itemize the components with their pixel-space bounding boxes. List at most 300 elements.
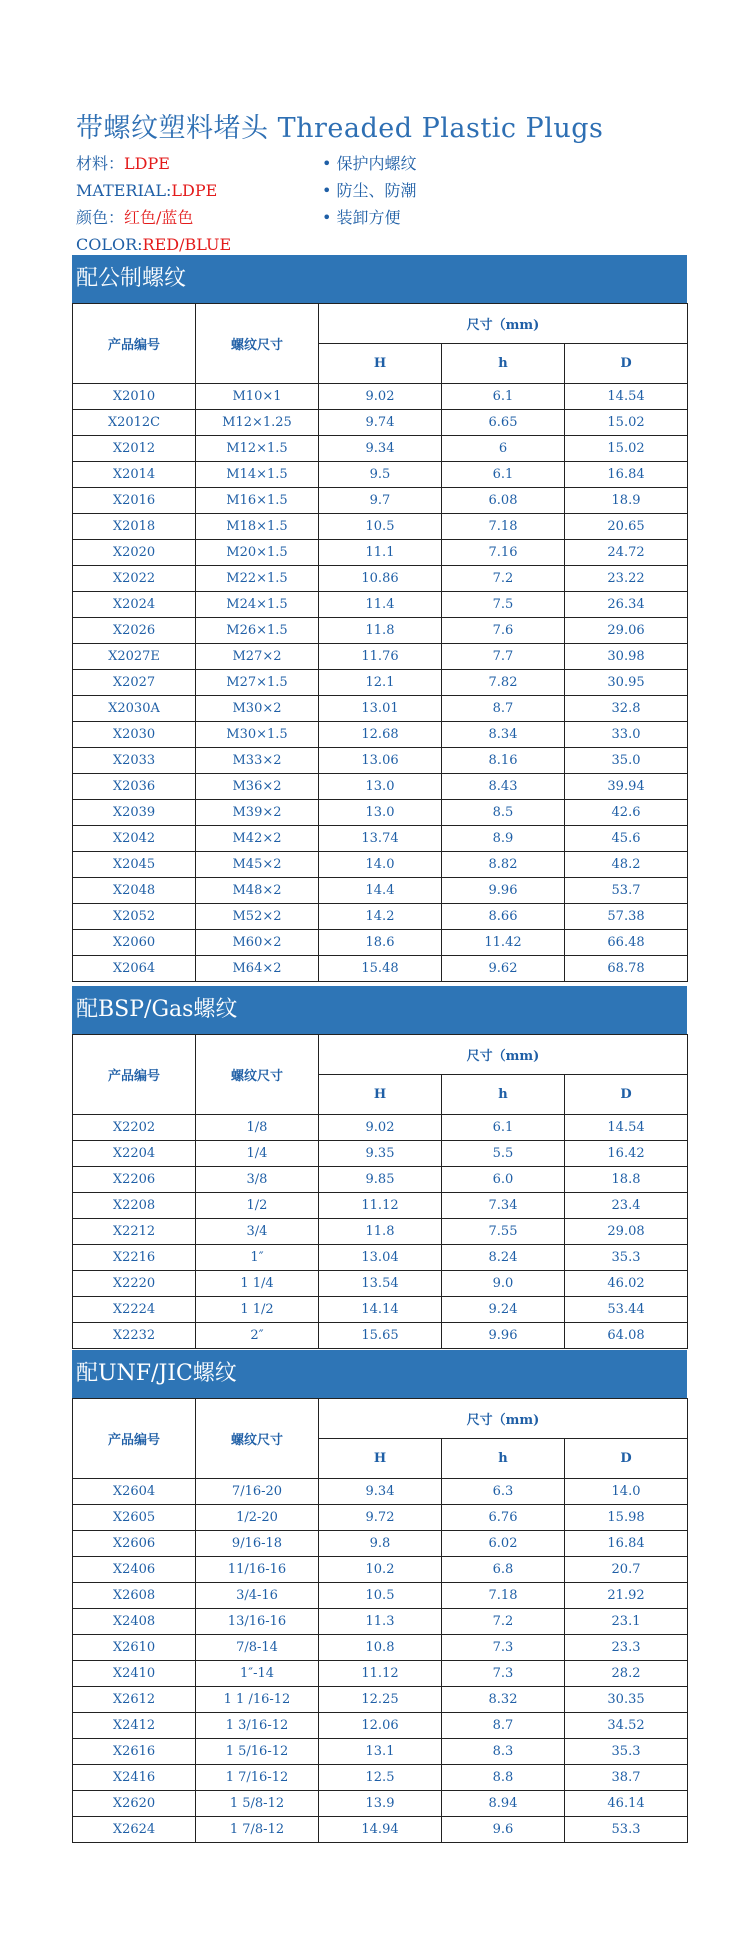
cell-D: 57.38 xyxy=(565,904,688,930)
cell-code: X2027 xyxy=(73,670,196,696)
cell-D: 15.02 xyxy=(565,410,688,436)
cell-h: 6.02 xyxy=(442,1531,565,1557)
cell-code: X2060 xyxy=(73,930,196,956)
table-row xyxy=(73,722,688,748)
cell-D: 15.98 xyxy=(565,1505,688,1531)
cell-h: 8.9 xyxy=(442,826,565,852)
cell-thread: 1 3/16-12 xyxy=(196,1713,319,1739)
section-metric xyxy=(72,255,687,982)
cell-code: X2608 xyxy=(73,1583,196,1609)
cell-thread: 1 7/8-12 xyxy=(196,1817,319,1843)
cell-code: X2624 xyxy=(73,1817,196,1843)
cell-H: 9.02 xyxy=(319,384,442,410)
cell-D: 53.44 xyxy=(565,1297,688,1323)
table-row xyxy=(73,852,688,878)
cell-h: 7.16 xyxy=(442,540,565,566)
cell-D: 48.2 xyxy=(565,852,688,878)
cell-D: 15.02 xyxy=(565,436,688,462)
cell-H: 14.0 xyxy=(319,852,442,878)
cell-H: 9.35 xyxy=(319,1141,442,1167)
cell-H: 13.1 xyxy=(319,1739,442,1765)
section-title: 配公制螺纹 xyxy=(72,255,687,303)
cell-h: 9.0 xyxy=(442,1271,565,1297)
table-row xyxy=(73,540,688,566)
info-value: LDPE xyxy=(124,154,170,173)
table-row xyxy=(73,1557,688,1583)
cell-h: 8.32 xyxy=(442,1687,565,1713)
cell-thread: M45×2 xyxy=(196,852,319,878)
cell-D: 29.06 xyxy=(565,618,688,644)
header-h: h xyxy=(442,1075,565,1115)
table-row xyxy=(73,462,688,488)
cell-H: 14.94 xyxy=(319,1817,442,1843)
cell-thread: 9/16-18 xyxy=(196,1531,319,1557)
cell-code: X2202 xyxy=(73,1115,196,1141)
cell-D: 39.94 xyxy=(565,774,688,800)
table-row xyxy=(73,488,688,514)
cell-thread: M26×1.5 xyxy=(196,618,319,644)
cell-h: 9.24 xyxy=(442,1297,565,1323)
cell-h: 6 xyxy=(442,436,565,462)
cell-D: 66.48 xyxy=(565,930,688,956)
cell-H: 13.0 xyxy=(319,774,442,800)
table-row xyxy=(73,1167,688,1193)
header-d: D xyxy=(565,344,688,384)
cell-D: 35.3 xyxy=(565,1739,688,1765)
table-row xyxy=(73,1505,688,1531)
cell-D: 14.54 xyxy=(565,1115,688,1141)
cell-thread: 1″ xyxy=(196,1245,319,1271)
table-row xyxy=(73,1609,688,1635)
cell-H: 10.2 xyxy=(319,1557,442,1583)
cell-H: 9.7 xyxy=(319,488,442,514)
info-color-en xyxy=(76,231,231,258)
header-size: 尺寸（mm) xyxy=(319,1035,688,1075)
cell-code: X2206 xyxy=(73,1167,196,1193)
cell-H: 11.76 xyxy=(319,644,442,670)
cell-thread: 3/4 xyxy=(196,1219,319,1245)
cell-thread: M64×2 xyxy=(196,956,319,982)
cell-H: 13.0 xyxy=(319,800,442,826)
cell-h: 8.94 xyxy=(442,1791,565,1817)
cell-D: 16.84 xyxy=(565,462,688,488)
cell-D: 23.4 xyxy=(565,1193,688,1219)
cell-thread: 1 5/8-12 xyxy=(196,1791,319,1817)
cell-H: 11.12 xyxy=(319,1193,442,1219)
cell-thread: M48×2 xyxy=(196,878,319,904)
header-thread: 螺纹尺寸 xyxy=(196,1035,319,1115)
cell-thread: 13/16-16 xyxy=(196,1609,319,1635)
cell-h: 6.1 xyxy=(442,462,565,488)
cell-D: 68.78 xyxy=(565,956,688,982)
cell-code: X2022 xyxy=(73,566,196,592)
info-value: LDPE xyxy=(171,181,218,200)
cell-thread: 3/4-16 xyxy=(196,1583,319,1609)
cell-code: X2014 xyxy=(73,462,196,488)
cell-D: 46.02 xyxy=(565,1271,688,1297)
cell-D: 23.1 xyxy=(565,1609,688,1635)
cell-code: X2412 xyxy=(73,1713,196,1739)
table-row xyxy=(73,1531,688,1557)
cell-H: 9.74 xyxy=(319,410,442,436)
cell-h: 6.1 xyxy=(442,1115,565,1141)
cell-H: 9.02 xyxy=(319,1115,442,1141)
cell-h: 8.7 xyxy=(442,1713,565,1739)
cell-thread: M36×2 xyxy=(196,774,319,800)
cell-h: 8.16 xyxy=(442,748,565,774)
cell-code: X2064 xyxy=(73,956,196,982)
table-row xyxy=(73,1115,688,1141)
cell-thread: M20×1.5 xyxy=(196,540,319,566)
cell-code: X2052 xyxy=(73,904,196,930)
cell-code: X2612 xyxy=(73,1687,196,1713)
section-unf xyxy=(72,1350,687,1843)
cell-D: 46.14 xyxy=(565,1791,688,1817)
cell-code: X2610 xyxy=(73,1635,196,1661)
table-row xyxy=(73,1219,688,1245)
cell-h: 6.0 xyxy=(442,1167,565,1193)
cell-H: 9.8 xyxy=(319,1531,442,1557)
cell-D: 30.35 xyxy=(565,1687,688,1713)
cell-code: X2012 xyxy=(73,436,196,462)
cell-H: 13.54 xyxy=(319,1271,442,1297)
cell-thread: M60×2 xyxy=(196,930,319,956)
cell-code: X2010 xyxy=(73,384,196,410)
cell-code: X2036 xyxy=(73,774,196,800)
cell-h: 7.3 xyxy=(442,1635,565,1661)
table-row xyxy=(73,644,688,670)
cell-thread: M12×1.25 xyxy=(196,410,319,436)
cell-thread: M27×2 xyxy=(196,644,319,670)
header-code: 产品编号 xyxy=(73,304,196,384)
cell-D: 64.08 xyxy=(565,1323,688,1349)
cell-thread: 1″-14 xyxy=(196,1661,319,1687)
table-row xyxy=(73,1791,688,1817)
header-d: D xyxy=(565,1075,688,1115)
cell-h: 9.62 xyxy=(442,956,565,982)
table-row xyxy=(73,1297,688,1323)
cell-code: X2018 xyxy=(73,514,196,540)
cell-thread: 1/2-20 xyxy=(196,1505,319,1531)
cell-D: 38.7 xyxy=(565,1765,688,1791)
cell-D: 23.22 xyxy=(565,566,688,592)
section-title: 配UNF/JIC螺纹 xyxy=(72,1350,687,1398)
table-row xyxy=(73,670,688,696)
cell-thread: 1 5/16-12 xyxy=(196,1739,319,1765)
cell-code: X2027E xyxy=(73,644,196,670)
header-h-upper: H xyxy=(319,1075,442,1115)
cell-h: 8.43 xyxy=(442,774,565,800)
cell-thread: 3/8 xyxy=(196,1167,319,1193)
table-row xyxy=(73,1479,688,1505)
header-code: 产品编号 xyxy=(73,1399,196,1479)
cell-H: 13.01 xyxy=(319,696,442,722)
cell-thread: 7/16-20 xyxy=(196,1479,319,1505)
cell-thread: 1/2 xyxy=(196,1193,319,1219)
cell-thread: 1 1 /16-12 xyxy=(196,1687,319,1713)
cell-thread: 1 7/16-12 xyxy=(196,1765,319,1791)
table-row xyxy=(73,878,688,904)
cell-H: 11.12 xyxy=(319,1661,442,1687)
cell-thread: 1 1/4 xyxy=(196,1271,319,1297)
cell-H: 13.06 xyxy=(319,748,442,774)
cell-h: 8.24 xyxy=(442,1245,565,1271)
cell-H: 14.2 xyxy=(319,904,442,930)
cell-code: X2212 xyxy=(73,1219,196,1245)
cell-H: 9.5 xyxy=(319,462,442,488)
cell-thread: M30×2 xyxy=(196,696,319,722)
cell-H: 11.8 xyxy=(319,1219,442,1245)
cell-D: 29.08 xyxy=(565,1219,688,1245)
table-row xyxy=(73,1323,688,1349)
cell-D: 16.42 xyxy=(565,1141,688,1167)
header-thread: 螺纹尺寸 xyxy=(196,1399,319,1479)
header-size: 尺寸（mm) xyxy=(319,1399,688,1439)
cell-H: 10.8 xyxy=(319,1635,442,1661)
cell-thread: M22×1.5 xyxy=(196,566,319,592)
table-row xyxy=(73,618,688,644)
table-row xyxy=(73,514,688,540)
cell-h: 6.08 xyxy=(442,488,565,514)
product-info xyxy=(76,150,696,258)
cell-h: 7.6 xyxy=(442,618,565,644)
cell-code: X2026 xyxy=(73,618,196,644)
cell-code: X2020 xyxy=(73,540,196,566)
cell-H: 9.72 xyxy=(319,1505,442,1531)
cell-code: X2039 xyxy=(73,800,196,826)
cell-D: 14.0 xyxy=(565,1479,688,1505)
cell-thread: 7/8-14 xyxy=(196,1635,319,1661)
cell-H: 13.9 xyxy=(319,1791,442,1817)
cell-D: 18.9 xyxy=(565,488,688,514)
page-title: 带螺纹塑料堵头 Threaded Plastic Plugs xyxy=(76,113,604,144)
table-row xyxy=(73,566,688,592)
cell-H: 9.34 xyxy=(319,436,442,462)
table-row xyxy=(73,1635,688,1661)
cell-D: 20.65 xyxy=(565,514,688,540)
cell-D: 30.98 xyxy=(565,644,688,670)
table-row xyxy=(73,1193,688,1219)
header-row xyxy=(73,304,688,344)
section-bsp xyxy=(72,986,687,1349)
table-row xyxy=(73,1739,688,1765)
cell-code: X2416 xyxy=(73,1765,196,1791)
cell-h: 6.3 xyxy=(442,1479,565,1505)
cell-H: 12.1 xyxy=(319,670,442,696)
spec-table xyxy=(72,1034,688,1349)
cell-h: 7.18 xyxy=(442,514,565,540)
cell-h: 7.2 xyxy=(442,566,565,592)
cell-thread: M42×2 xyxy=(196,826,319,852)
cell-code: X2012C xyxy=(73,410,196,436)
cell-D: 45.6 xyxy=(565,826,688,852)
cell-code: X2406 xyxy=(73,1557,196,1583)
cell-h: 8.7 xyxy=(442,696,565,722)
table-row xyxy=(73,410,688,436)
cell-h: 6.1 xyxy=(442,384,565,410)
cell-D: 18.8 xyxy=(565,1167,688,1193)
info-row-color xyxy=(76,204,696,231)
table-row xyxy=(73,826,688,852)
cell-h: 7.5 xyxy=(442,592,565,618)
table-row xyxy=(73,1765,688,1791)
table-row xyxy=(73,592,688,618)
table-row xyxy=(73,436,688,462)
cell-h: 9.96 xyxy=(442,878,565,904)
cell-h: 8.3 xyxy=(442,1739,565,1765)
cell-code: X2604 xyxy=(73,1479,196,1505)
cell-thread: M30×1.5 xyxy=(196,722,319,748)
info-row-material xyxy=(76,150,696,177)
section-title: 配BSP/Gas螺纹 xyxy=(72,986,687,1034)
cell-h: 7.18 xyxy=(442,1583,565,1609)
cell-code: X2606 xyxy=(73,1531,196,1557)
info-label: MATERIAL: xyxy=(76,181,172,200)
header-h-upper: H xyxy=(319,1439,442,1479)
cell-thread: 2″ xyxy=(196,1323,319,1349)
table-row xyxy=(73,1687,688,1713)
cell-H: 12.5 xyxy=(319,1765,442,1791)
table-row xyxy=(73,930,688,956)
cell-H: 14.4 xyxy=(319,878,442,904)
cell-thread: M39×2 xyxy=(196,800,319,826)
cell-D: 21.92 xyxy=(565,1583,688,1609)
cell-h: 6.65 xyxy=(442,410,565,436)
cell-code: X2224 xyxy=(73,1297,196,1323)
cell-thread: M27×1.5 xyxy=(196,670,319,696)
cell-D: 20.7 xyxy=(565,1557,688,1583)
table-row xyxy=(73,774,688,800)
info-row-color-en xyxy=(76,231,696,258)
cell-h: 7.2 xyxy=(442,1609,565,1635)
table-row xyxy=(73,1271,688,1297)
info-label: 颜色： xyxy=(76,208,125,227)
cell-thread: 1 1/2 xyxy=(196,1297,319,1323)
header-row xyxy=(73,1399,688,1439)
cell-code: X2410 xyxy=(73,1661,196,1687)
table-row xyxy=(73,748,688,774)
cell-thread: M10×1 xyxy=(196,384,319,410)
cell-H: 15.65 xyxy=(319,1323,442,1349)
cell-code: X2605 xyxy=(73,1505,196,1531)
cell-code: X2030 xyxy=(73,722,196,748)
cell-h: 11.42 xyxy=(442,930,565,956)
cell-D: 23.3 xyxy=(565,1635,688,1661)
cell-H: 12.25 xyxy=(319,1687,442,1713)
cell-D: 33.0 xyxy=(565,722,688,748)
info-color-cn xyxy=(76,204,193,231)
cell-h: 8.34 xyxy=(442,722,565,748)
cell-code: X2232 xyxy=(73,1323,196,1349)
cell-h: 5.5 xyxy=(442,1141,565,1167)
cell-h: 7.7 xyxy=(442,644,565,670)
header-h: h xyxy=(442,1439,565,1479)
cell-h: 7.3 xyxy=(442,1661,565,1687)
cell-D: 30.95 xyxy=(565,670,688,696)
cell-h: 7.82 xyxy=(442,670,565,696)
cell-code: X2616 xyxy=(73,1739,196,1765)
spec-table xyxy=(72,303,688,982)
cell-h: 8.82 xyxy=(442,852,565,878)
cell-code: X2042 xyxy=(73,826,196,852)
info-label: COLOR: xyxy=(76,235,143,254)
cell-D: 14.54 xyxy=(565,384,688,410)
cell-D: 16.84 xyxy=(565,1531,688,1557)
cell-D: 26.34 xyxy=(565,592,688,618)
cell-h: 8.66 xyxy=(442,904,565,930)
cell-H: 10.86 xyxy=(319,566,442,592)
cell-H: 11.1 xyxy=(319,540,442,566)
cell-thread: 1/8 xyxy=(196,1115,319,1141)
cell-D: 53.3 xyxy=(565,1817,688,1843)
cell-H: 9.85 xyxy=(319,1167,442,1193)
cell-thread: 11/16-16 xyxy=(196,1557,319,1583)
cell-H: 11.3 xyxy=(319,1609,442,1635)
table-row xyxy=(73,696,688,722)
table-row xyxy=(73,1245,688,1271)
cell-code: X2048 xyxy=(73,878,196,904)
cell-h: 9.96 xyxy=(442,1323,565,1349)
cell-thread: M14×1.5 xyxy=(196,462,319,488)
cell-h: 8.5 xyxy=(442,800,565,826)
feature-bullet: • 保护内螺纹 xyxy=(322,154,417,173)
table-row xyxy=(73,384,688,410)
cell-h: 6.76 xyxy=(442,1505,565,1531)
feature-bullet: • 装卸方便 xyxy=(322,208,401,227)
cell-h: 8.8 xyxy=(442,1765,565,1791)
cell-D: 35.0 xyxy=(565,748,688,774)
cell-H: 11.8 xyxy=(319,618,442,644)
cell-D: 42.6 xyxy=(565,800,688,826)
table-row xyxy=(73,1141,688,1167)
cell-h: 7.55 xyxy=(442,1219,565,1245)
header-h: h xyxy=(442,344,565,384)
info-value: RED/BLUE xyxy=(142,235,232,254)
table-row xyxy=(73,956,688,982)
cell-code: X2208 xyxy=(73,1193,196,1219)
cell-h: 6.8 xyxy=(442,1557,565,1583)
cell-thread: M24×1.5 xyxy=(196,592,319,618)
cell-D: 28.2 xyxy=(565,1661,688,1687)
cell-code: X2408 xyxy=(73,1609,196,1635)
cell-D: 53.7 xyxy=(565,878,688,904)
cell-H: 11.4 xyxy=(319,592,442,618)
table-row xyxy=(73,904,688,930)
cell-D: 34.52 xyxy=(565,1713,688,1739)
cell-thread: M16×1.5 xyxy=(196,488,319,514)
feature-bullet: • 防尘、防潮 xyxy=(322,181,417,200)
cell-H: 13.04 xyxy=(319,1245,442,1271)
cell-H: 12.68 xyxy=(319,722,442,748)
cell-code: X2030A xyxy=(73,696,196,722)
cell-thread: M12×1.5 xyxy=(196,436,319,462)
cell-thread: M52×2 xyxy=(196,904,319,930)
cell-thread: M18×1.5 xyxy=(196,514,319,540)
cell-code: X2204 xyxy=(73,1141,196,1167)
table-row xyxy=(73,1661,688,1687)
cell-h: 9.6 xyxy=(442,1817,565,1843)
cell-code: X2024 xyxy=(73,592,196,618)
info-material-en xyxy=(76,177,217,204)
header-d: D xyxy=(565,1439,688,1479)
info-row-material-en xyxy=(76,177,696,204)
cell-H: 15.48 xyxy=(319,956,442,982)
table-row xyxy=(73,1713,688,1739)
header-thread: 螺纹尺寸 xyxy=(196,304,319,384)
cell-H: 10.5 xyxy=(319,1583,442,1609)
info-material-cn xyxy=(76,150,170,177)
cell-H: 12.06 xyxy=(319,1713,442,1739)
